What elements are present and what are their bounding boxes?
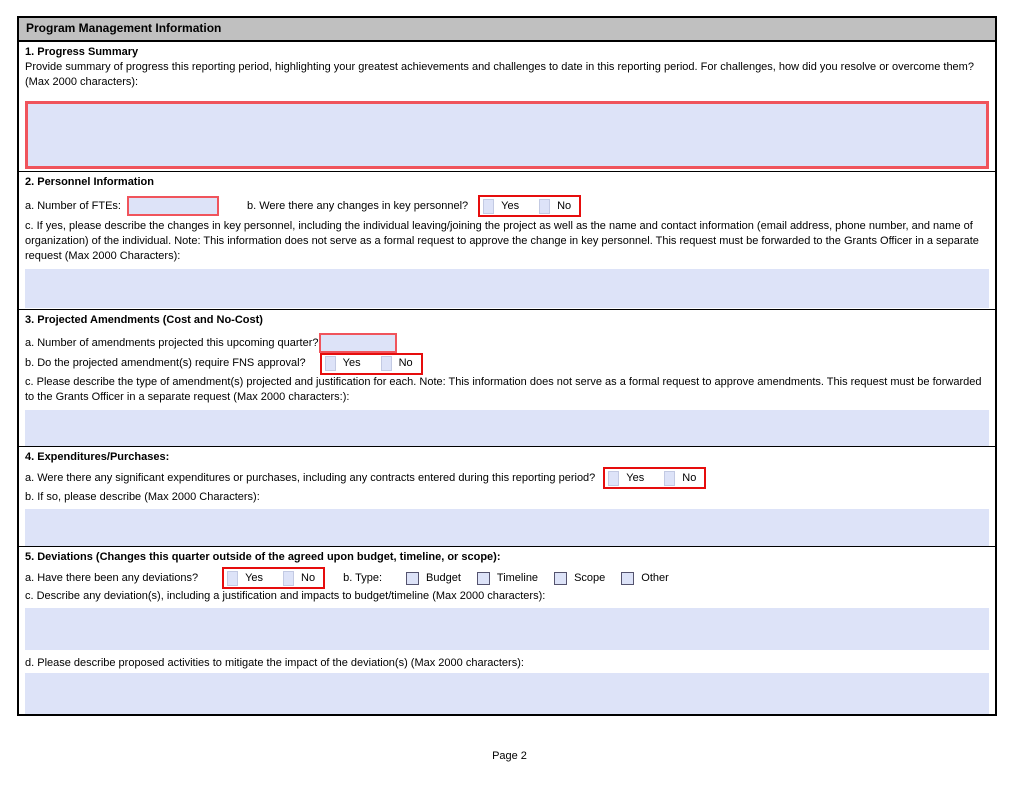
form-title-bar — [19, 18, 995, 42]
fns-approval-yesno-field — [320, 353, 423, 375]
deviations-yes-checkbox[interactable] — [227, 571, 238, 586]
ftes-input[interactable] — [127, 196, 219, 216]
section-personnel-information — [19, 172, 995, 310]
amendments-count-input[interactable] — [319, 333, 397, 353]
deviations-description-textarea[interactable] — [25, 608, 989, 650]
fns-approval-yes-label: Yes — [342, 357, 361, 369]
expenditures-yesno-field — [603, 467, 706, 489]
personnel-change-yes-checkbox[interactable] — [483, 199, 494, 214]
expenditures-no-checkbox[interactable] — [664, 471, 675, 486]
personnel-description-textarea[interactable] — [25, 269, 989, 308]
deviation-type-label: b. Type: — [343, 571, 383, 584]
section-3-title: 3. Projected Amendments (Cost and No-Cost) — [25, 314, 263, 326]
other-checkbox-label: Other — [641, 571, 669, 584]
section-5d-instructions: d. Please describe proposed activities to mitigate the impact of the deviation(s) (Max 2000 characters): — [25, 657, 524, 669]
section-1-title: 1. Progress Summary — [25, 46, 139, 58]
section-5-title: 5. Deviations (Changes this quarter outside of the agreed upon budget, timeline, or scope): — [25, 551, 501, 563]
fns-approval-question: b. Do the projected amendment(s) require FNS approval? — [25, 357, 306, 369]
budget-checkbox[interactable] — [406, 572, 419, 585]
mitigation-description-textarea[interactable] — [25, 673, 989, 714]
deviations-yes-label: Yes — [245, 571, 264, 584]
expenditures-yes-checkbox[interactable] — [608, 471, 619, 486]
deviations-question: a. Have there been any deviations? — [25, 571, 199, 584]
deviations-no-label: No — [301, 571, 316, 584]
scope-checkbox-label: Scope — [574, 571, 606, 584]
timeline-checkbox-label: Timeline — [496, 571, 539, 584]
deviations-no-checkbox[interactable] — [283, 571, 294, 586]
other-checkbox[interactable] — [621, 572, 634, 585]
timeline-checkbox[interactable] — [477, 572, 490, 585]
section-1-instructions: Provide summary of progress this reporting period, highlighting your greatest achievements and challenges to date in this reporting period. For challenges, how did you resolve or overcome them? (Max 2000 characters): — [25, 61, 974, 88]
personnel-change-no-label: No — [557, 199, 572, 212]
fns-approval-no-label: No — [398, 357, 413, 369]
amendments-description-textarea[interactable] — [25, 410, 989, 447]
section-deviations — [19, 547, 995, 714]
progress-summary-textarea[interactable] — [25, 101, 989, 169]
deviations-yesno-field — [222, 567, 325, 589]
section-4b-instructions: b. If so, please describe (Max 2000 Characters): — [25, 491, 260, 503]
section-2-title: 2. Personnel Information — [25, 176, 154, 188]
page-number: Page 2 — [492, 750, 527, 762]
personnel-change-no-checkbox[interactable] — [539, 199, 550, 214]
amendments-count-question: a. Number of amendments projected this upcoming quarter? — [25, 336, 319, 349]
section-expenditures-purchases — [19, 447, 995, 547]
personnel-change-yes-label: Yes — [501, 199, 520, 212]
section-4-title: 4. Expenditures/Purchases: — [25, 451, 170, 463]
program-management-form — [17, 16, 997, 716]
section-5c-instructions: c. Describe any deviation(s), including a justification and impacts to budget/timeline (Max 2000 characters): — [25, 590, 546, 602]
section-2c-instructions: c. If yes, please describe the changes in key personnel, including the individual leaving/joining the project as well as the name and contact information (email address, phone number, and name of organization) of the individual. Note: This information does not serve as a formal request to approve the change in key personnel. This request must be forwarded to the Grants Officer in a separate request (Max 2000 Characters): — [25, 220, 979, 262]
fns-approval-yes-checkbox[interactable] — [325, 356, 336, 371]
personnel-change-yesno-field — [478, 195, 581, 217]
budget-checkbox-label: Budget — [426, 571, 461, 584]
expenditures-description-textarea[interactable] — [25, 509, 989, 547]
section-progress-summary — [19, 42, 995, 172]
personnel-change-question: b. Were there any changes in key personnel? — [246, 199, 469, 212]
scope-checkbox[interactable] — [554, 572, 567, 585]
form-title: Program Management Information — [26, 21, 222, 35]
fns-approval-no-checkbox[interactable] — [381, 356, 392, 371]
section-projected-amendments — [19, 310, 995, 447]
expenditures-yes-label: Yes — [626, 471, 645, 484]
expenditures-no-label: No — [682, 471, 697, 484]
expenditures-question: a. Were there any significant expenditures or purchases, including any contracts entered during this reporting period? — [25, 471, 596, 484]
section-3c-instructions: c. Please describe the type of amendment(s) projected and justification for each. Note: This information does not serve as a formal request to approve amendments. This request must be forwarded to the Grants Officer in a separate request (Max 2000 characters:): — [25, 376, 982, 403]
ftes-label: a. Number of FTEs: — [25, 199, 121, 212]
